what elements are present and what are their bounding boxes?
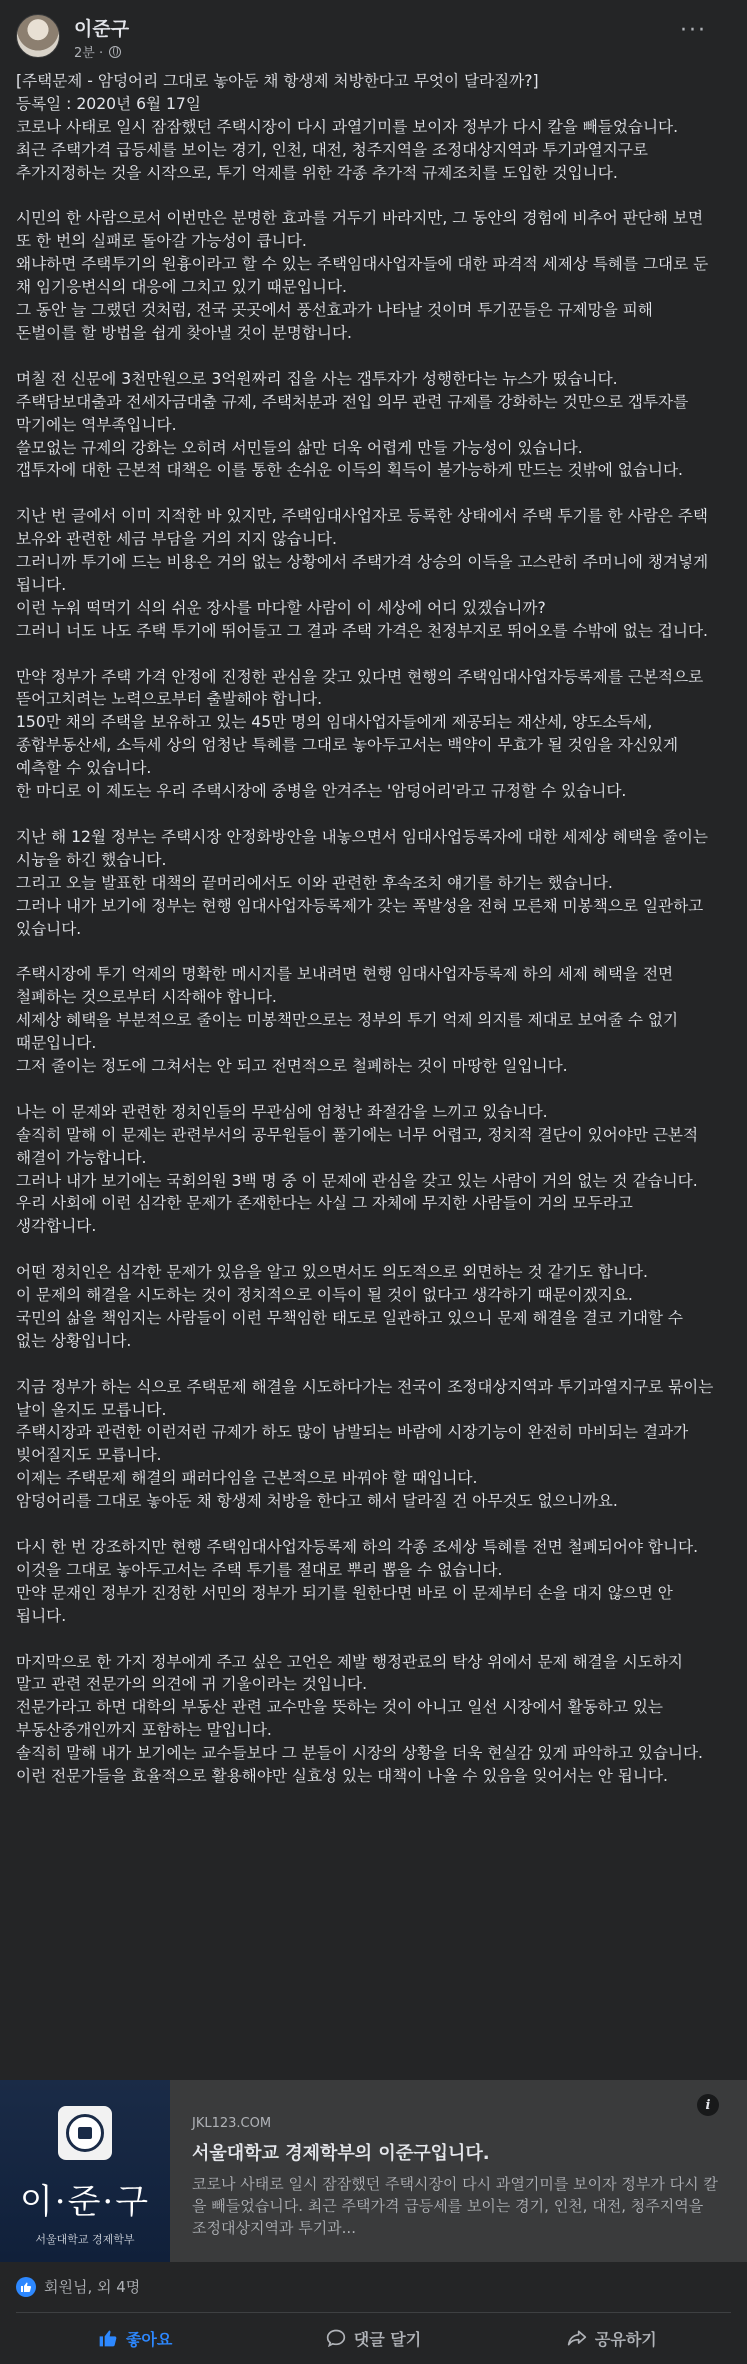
share-icon	[567, 2328, 587, 2348]
post-body: [주택문제 - 암덩어리 그대로 놓아둔 채 항생제 처방한다고 무엇이 달라질까?] 등록일 : 2020년 6월 17일 코로나 사태로 일시 잠잠했던 주택시장이 다시 과열기미를 보이자 정부가 다시 칼을 빼들었습니다. 최근 주택가격 급등세를 보이는 경기, 인천, 대전, 청주지역을 조정대상지역과 투기과열지구로 추가지정하는 것을 시작으로, 투기 억제를 위한 각종 추가적 규제조치를 도입한 것입니다. 시민의 한 사람으로서 이번만은 분명한 효과를 거두기 바라지만, 그 동안의 경험에 비추어 판단해 보면 또 한 번의 실패로 돌아갈 가능성이 큽니다. 왜냐하면 주택투기의 원흉이라고 할 수 있는 주택임대사업자들에 대한 파격적 세제상 특혜를 그대로 둔 채 임기응변식의 대응에 그치고 있기 때문입니다. 그 동안 늘 그랬던 것처럼, 전국 곳곳에서 풍선효과가 나타날 것이며 투기꾼들은 규제망을 피해 돈벌이를 할 방법을 쉽게 찾아낼 것이 분명합니다. 며칠 전 신문에 3천만원으로 3억원짜리 집을 사는 갭투자가 성행한다는 뉴스가 떴습니다. 주택담보대출과 전세자금대출 규제, 주택처분과 전입 의무 관련 규제를 강화하는 것만으로 갭투자를 막기에는 역부족입니다. 쓸모없는 규제의 강화는 오히려 서민들의 삶만 더욱 어렵게 만들 가능성이 있습니다. 갭투자에 대한 근본적 대책은 이를 통한 손쉬운 이득의 획득이 불가능하게 만드는 것밖에 없습니다. 지난 번 글에서 이미 지적한 바 있지만, 주택임대사업자로 등록한 상태에서 주택 투기를 한 사람은 주택 보유와 관련한 세금 부담을 거의 지지 않습니다. 그러니까 투기에 드는 비용은 거의 없는 상황에서 주택가격 상승의 이득을 고스란히 주머니에 챙겨넣게 됩니다. 이런 누워 떡먹기 식의 쉬운 장사를 마다할 사람이 이 세상에 어디 있겠습니까? 그러니 너도 나도 주택 투기에 뛰어들고 그 결과 주택 가격은 천정부지로 뛰어오를 수밖에 없는 겁니다. 만약 정부가 주택 가격 안정에 진정한 관심을 갖고 있다면 현행의 주택임대사업자등록제를 근본적으로 뜯어고치려는 노력으로부터 출발해야 합니다. 150만 채의 주택을 보유하고 있는 45만 명의 임대사업자들에게 제공되는 재산세, 양도소득세,종합부동산세, 소득세 상의 엄청난 특혜를 그대로 놓아두고서는 백약이 무효가 될 것임을 자신있게 예측할 수 있습니다. 한 마디로 이 제도는 우리 주택시장에 중병을 안겨주는 '암덩어리'라고 규정할 수 있습니다. 지난 해 12월 정부는 주택시장 안정화방안을 내놓으면서 임대사업등록자에 대한 세제상 혜택을 줄이는 시늉을 하긴 했습니다. 그리고 오늘 발표한 대책의 끝머리에서도 이와 관련한 후속조치 얘기를 하기는 했습니다. 그러나 내가 보기에 정부는 현행 임대사업자등록제가 갖는 폭발성을 전혀 모른채 미봉책으로 일관하고 있습니다. 주택시장에 투기 억제의 명확한 메시지를 보내려면 현행 임대사업자등록제 하의 세제 혜택을 전면 철폐하는 것으로부터 시작해야 합니다. 세제상 혜택을 부분적으로 줄이는 미봉책만으로는 정부의 투기 억제 의지를 제대로 보여줄 수 없기 때문입니다. 그저 줄이는 정도에 그쳐서는 안 되고 전면적으로 철폐하는 것이 마땅한 일입니다. 나는 이 문제와 관련한 정치인들의 무관심에 엄청난 좌절감을 느끼고 있습니다. 솔직히 말해 이 문제는 관련부서의 공무원들이 풀기에는 너무 어렵고, 정치적 결단이 있어야만 근본적 해결이 가능합니다. 그러나 내가 보기에는 국회의원 3백 명 중 이 문제에 관심을 갖고 있는 사람이 거의 없는 것 같습니다. 우리 사회에 이런 심각한 문제가 존재한다는 사실 그 자체에 무지한 사람들이 거의 모두라고 생각합니다. 어떤 정치인은 심각한 문제가 있음을 알고 있으면서도 의도적으로 외면하는 것 같기도 합니다. 이 문제의 해결을 시도하는 것이 정치적으로 이득이 될 것이 없다고 생각하기 때문이겠지요. 국민의 삶을 책임지는 사람들이 이런 무책임한 태도로 일관하고 있으니 문제 해결을 결코 기대할 수 없는 상황입니다. 지금 정부가 하는 식으로 주택문제 해결을 시도하다가는 전국이 조정대상지역과 투기과열지구로 묶이는 날이 올지도 모릅니다. 주택시장과 관련한 이런저런 규제가 하도 많이 남발되는 바람에 시장기능이 완전히 마비되는 결과가 빚어질지도 모릅니다. 이제는 주택문제 해결의 패러다임을 근본적으로 바꿔야 할 때입니다. 암덩어리를 그대로 놓아둔 채 항생제 처방을 한다고 해서 달라질 건 아무것도 없으니까요. 다시 한 번 강조하지만 현행 주택임대사업자등록제 하의 각종 조세상 특혜를 전면 철폐되어야 합니다. 이것을 그대로 놓아두고서는 주택 투기를 절대로 뿌리 뽑을 수 없습니다. 만약 문재인 정부가 진정한 서민의 정부가 되기를 원한다면 바로 이 문제부터 손을 대지 않으면 안 됩니다. 마지막으로 한 가지 정부에게 주고 싶은 고언은 제발 행정관료의 탁상 위에서 문제 해결을 시도하지 말고 관련 전문가의 의견에 귀 기울이라는 것입니다. 전문가라고 하면 대학의 부동산 관련 교수만을 뜻하는 것이 아니고 일선 시장에서 활동하고 있는 부동산중개인까지 포함하는 말입니다. 솔직히 말해 내가 보기에는 교수들보다 그 분들이 시장의 상황을 더욱 현실감 있게 파악하고 있습니다. 이런 전문가들을 효율적으로 활용해야만 실효성 있는 대책이 나올 수 있음을 잊어서는 안 됩니다.	[16, 72, 714, 1786]
like-label: 좋아요	[125, 2329, 173, 2349]
more-options-button[interactable]: ···	[680, 18, 707, 43]
link-thumbnail[interactable]	[0, 2080, 170, 2262]
author-name[interactable]: 이준구	[74, 18, 130, 40]
actions-divider	[16, 2312, 731, 2313]
link-preview-card[interactable]	[0, 2080, 747, 2262]
thumbnail-subtitle: 서울대학교 경제학부	[35, 2233, 135, 2246]
avatar[interactable]	[16, 14, 60, 58]
share-button[interactable]	[493, 2316, 731, 2360]
link-description: 코로나 사태로 일시 잠잠했던 주택시장이 다시 과열기미를 보이자 정부가 다시 칼을 빼들었습니다. 최근 주택가격 급등세를 보이는 경기, 인천, 대전, 청주지역을 조정대상지역과 투기과...	[192, 2175, 718, 2237]
globe-icon	[109, 46, 121, 58]
university-emblem-icon	[58, 2106, 112, 2160]
reactions-text[interactable]: 회원님, 외 4명	[44, 2278, 141, 2296]
like-button[interactable]	[16, 2316, 254, 2360]
comment-icon	[326, 2328, 346, 2348]
post-header	[0, 0, 747, 64]
post-meta	[74, 42, 121, 61]
reactions-summary[interactable]	[16, 2276, 140, 2297]
post-time[interactable]: 2분 ·	[74, 46, 104, 61]
like-reaction-icon	[16, 2277, 36, 2297]
link-info[interactable]	[192, 2116, 722, 2239]
post-actions	[16, 2316, 731, 2360]
share-label: 공유하기	[594, 2329, 657, 2349]
link-domain: JKL123.COM	[192, 2116, 272, 2131]
link-title[interactable]: 서울대학교 경제학부의 이준구입니다.	[192, 2143, 490, 2164]
thumbs-up-icon	[98, 2328, 118, 2348]
comment-label: 댓글 달기	[353, 2329, 422, 2349]
info-icon[interactable]: i	[697, 2094, 719, 2116]
thumbnail-name: 이·준·구	[19, 2182, 151, 2222]
comment-button[interactable]	[254, 2316, 492, 2360]
